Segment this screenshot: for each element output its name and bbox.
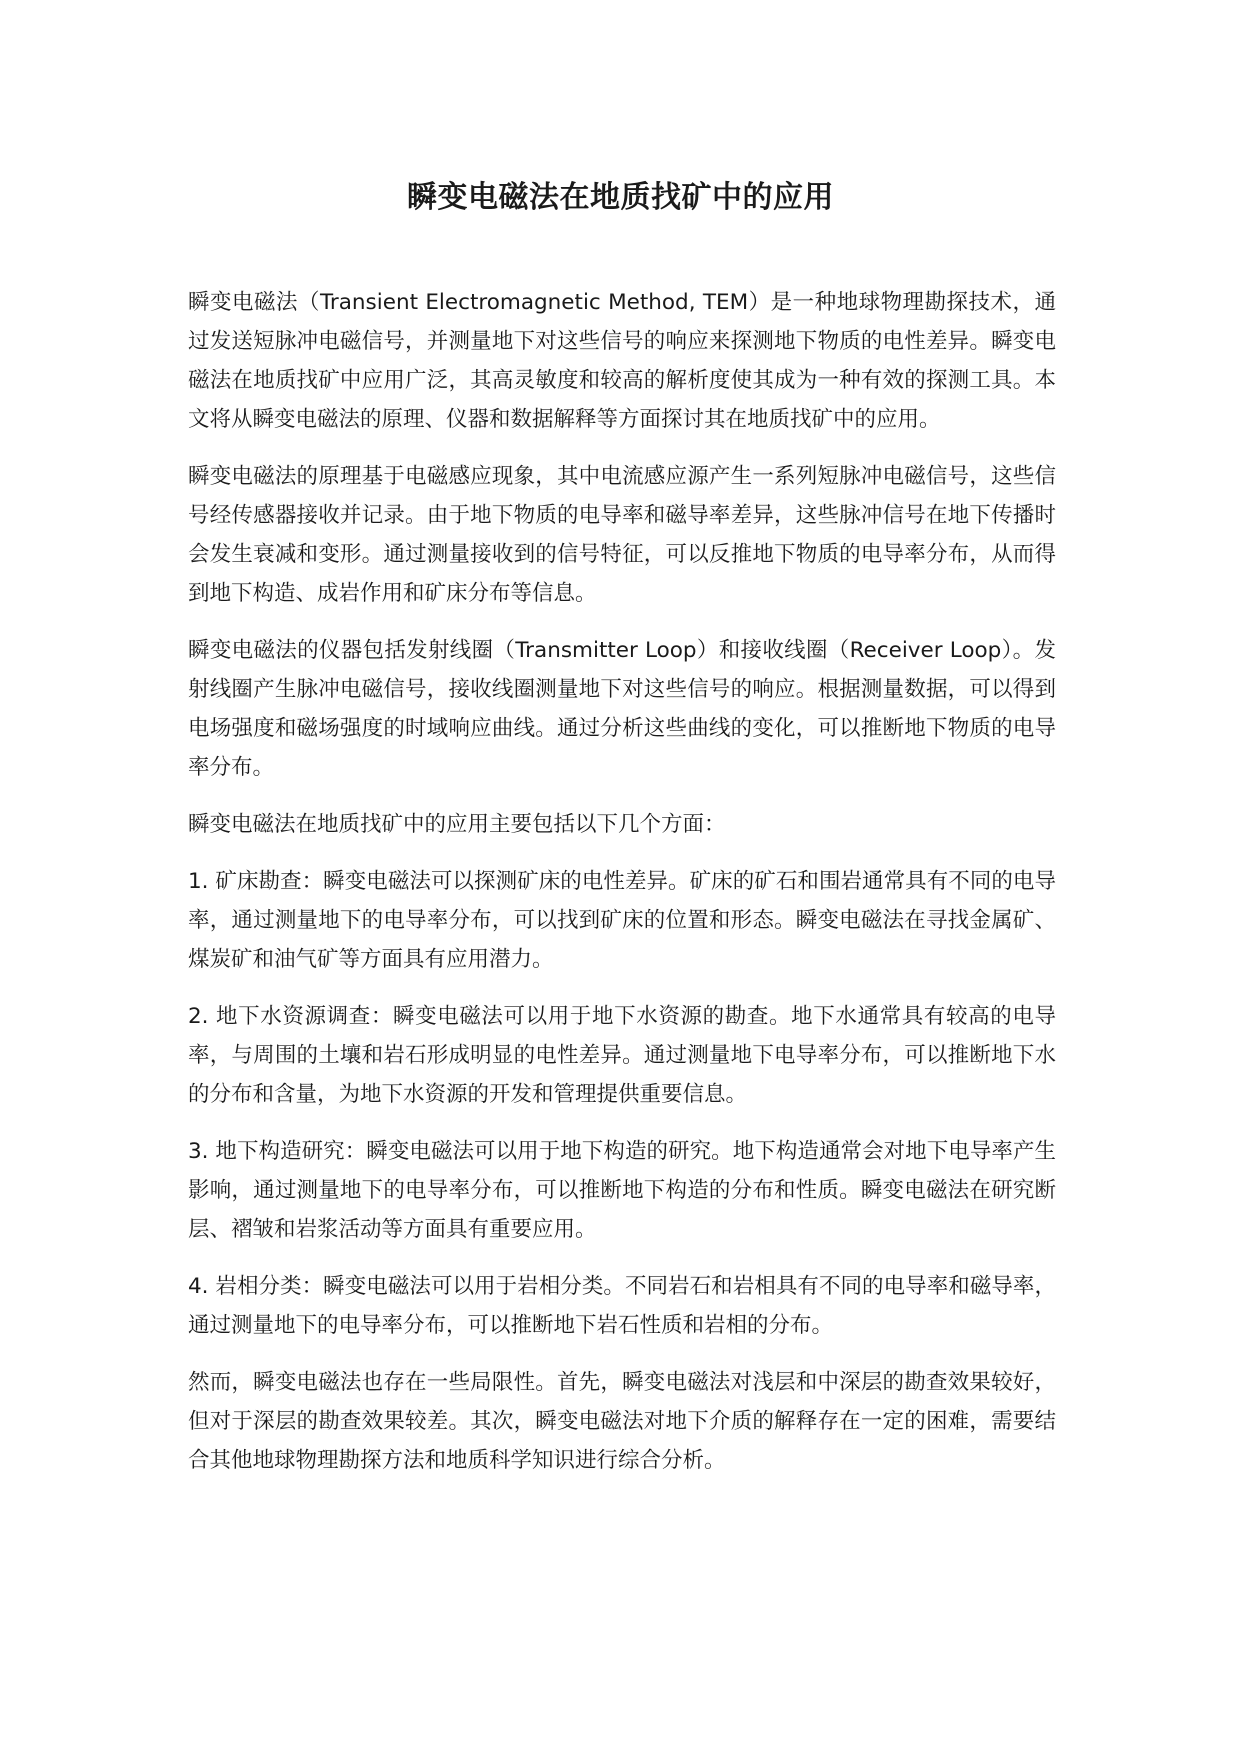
paragraph-limitations: 然而，瞬变电磁法也存在一些局限性。首先，瞬变电磁法对浅层和中深层的勘查效果较好，但对于深层的勘查效果较差。其次，瞬变电磁法对地下介质的解释存在一定的困难，需要结合其他地球物理勘探方法和地质科学知识进行综合分析。 (188, 1370, 1056, 1473)
paragraph-lithofacies: 4. 岩相分类：瞬变电磁法可以用于岩相分类。不同岩石和岩相具有不同的电导率和磁导率，通过测量地下的电导率分布，可以推断地下岩石性质和岩相的分布。 (188, 1274, 1056, 1338)
document-title: 瞬变电磁法在地质找矿中的应用 (407, 180, 834, 215)
paragraph-groundwater: 2. 地下水资源调查：瞬变电磁法可以用于地下水资源的勘查。地下水通常具有较高的电导率，与周围的土壤和岩石形成明显的电性差异。通过测量地下电导率分布，可以推断地下水的分布和含量，为地下水资源的开发和管理提供重要信息。 (188, 1004, 1056, 1107)
paragraph-intro: 瞬变电磁法（Transient Electromagnetic Method, TEM）是一种地球物理勘探技术，通过发送短脉冲电磁信号，并测量地下对这些信号的响应来探测地下物质的电性差异。瞬变电磁法在地质找矿中应用广泛，其高灵敏度和较高的解析度使其成为一种有效的探测工具。本文将从瞬变电磁法的原理、仪器和数据解释等方面探讨其在地质找矿中的应用。 (188, 290, 1056, 432)
paragraph-principle: 瞬变电磁法的原理基于电磁感应现象，其中电流感应源产生一系列短脉冲电磁信号，这些信号经传感器接收并记录。由于地下物质的电导率和磁导率差异，这些脉冲信号在地下传播时会发生衰减和变形。通过测量接收到的信号特征，可以反推地下物质的电导率分布，从而得到地下构造、成岩作用和矿床分布等信息。 (188, 464, 1056, 606)
paragraph-applications-intro: 瞬变电磁法在地质找矿中的应用主要包括以下几个方面： (188, 812, 726, 837)
paragraph-ore-exploration: 1. 矿床勘查：瞬变电磁法可以探测矿床的电性差异。矿床的矿石和围岩通常具有不同的电导率，通过测量地下的电导率分布，可以找到矿床的位置和形态。瞬变电磁法在寻找金属矿、煤炭矿和油气矿等方面具有应用潜力。 (188, 869, 1056, 972)
document-body (188, 283, 1056, 1498)
paragraph-instruments: 瞬变电磁法的仪器包括发射线圈（Transmitter Loop）和接收线圈（Receiver Loop）。发射线圈产生脉冲电磁信号，接收线圈测量地下对这些信号的响应。根据测量数据，可以得到电场强度和磁场强度的时域响应曲线。通过分析这些曲线的变化，可以推断地下物质的电导率分布。 (188, 638, 1056, 780)
paragraph-structure: 3. 地下构造研究：瞬变电磁法可以用于地下构造的研究。地下构造通常会对地下电导率产生影响，通过测量地下的电导率分布，可以推断地下构造的分布和性质。瞬变电磁法在研究断层、褶皱和岩浆活动等方面具有重要应用。 (188, 1139, 1056, 1242)
